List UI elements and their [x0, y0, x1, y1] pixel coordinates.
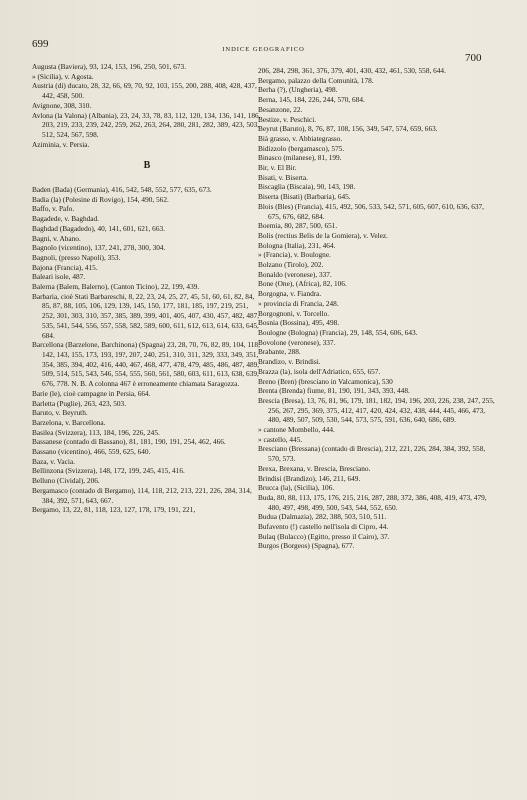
section-letter: B: [143, 160, 151, 172]
index-entry: Baffo, v. Pafo.: [32, 204, 75, 214]
index-entry: Bassanese (contado di Bassano), 81, 181, 190, 191, 254, 462, 466.: [32, 437, 226, 447]
index-entry: Barbaria, cioè Stati Barbareschi, 8, 22, 23, 24, 25, 27, 45, 51, 60, 61, 82, 84, 85, 87, 88, 105, 106, 129, 139, 145, 150, 177, 181, 185, 197, 219, 251, 252, 301, 303, 310, 357, 385, 389, 399, 401, 405, 407, 430, 457, 482, 487, 535, 541, 544, 556, 557, 558, 582, 589, 600, 611, 612, 613, 614, 633, 645, 684.: [32, 291, 260, 340]
index-entry: Bone (One), (Africa), 82, 106.: [258, 279, 347, 289]
index-entry: Avignone, 308, 310.: [32, 100, 92, 110]
index-entry: Brandizo, v. Brindisi.: [258, 357, 321, 367]
index-entry: Bologna (Italia), 231, 464.: [258, 240, 336, 250]
index-entry: Barie (le), cioè campagne in Persia, 664.: [32, 388, 151, 398]
index-entry: Berna, 145, 184, 226, 244, 570, 684.: [258, 95, 365, 105]
index-entry: Brazza (la), isola dell'Adriatico, 655, 657.: [258, 366, 381, 376]
index-entry: Burgos (Borgeos) (Spagna), 677.: [258, 541, 355, 551]
index-entry: Budua (Dalmazia), 282, 388, 503, 510, 511.: [258, 512, 387, 522]
index-entry: Brabante, 288.: [258, 347, 301, 357]
index-entry: Bagnoli, (presso Napoli), 353.: [32, 252, 121, 262]
index-entry: Baza, v. Vacia.: [32, 456, 75, 466]
index-entry: Baleari isole, 487.: [32, 272, 86, 282]
index-entry: » castello, 445.: [258, 434, 303, 444]
index-entry: Biserta (Bisati) (Barbaria), 645.: [258, 192, 351, 202]
index-entry: Bresciano (Bressana) (contado di Brescia), 212, 221, 226, 284, 384, 392, 558, 570, 573.: [258, 444, 486, 464]
index-entry: Beyrut (Baruto), 8, 76, 87, 108, 156, 349, 547, 574, 659, 663.: [258, 124, 438, 134]
index-entry: Bolis (rectius Belis de la Gomiera), v. Velez.: [258, 230, 388, 240]
index-entry: Baghdad (Bagadedo), 40, 141, 601, 621, 663.: [32, 223, 165, 233]
index-entry: Bisati, v. Biserta.: [258, 172, 308, 182]
index-entry: 206, 284, 298, 361, 376, 379, 401, 430, 432, 461, 530, 558, 644.: [258, 66, 446, 75]
index-entry: Brenta (Brenda) fiume, 81, 190, 191, 343, 393, 448.: [258, 386, 410, 396]
index-entry: Bolzano (Tirolo), 202.: [258, 260, 324, 270]
index-entry: Baden (Bada) (Germania), 416, 542, 548, 552, 577, 635, 673.: [32, 185, 212, 195]
right-page-number: 700: [465, 52, 482, 64]
index-entry: Bellinzona (Svizzera), 148, 172, 199, 245, 415, 416.: [32, 466, 185, 476]
index-column-right: [258, 66, 496, 551]
index-entry: Barzelona, v. Barcellona.: [32, 417, 106, 427]
index-entry: Baruto, v. Beyruth.: [32, 408, 88, 418]
page-header: [0, 38, 527, 62]
index-entry: Augusta (Baviera), 93, 124, 153, 196, 250, 501, 673.: [32, 62, 187, 71]
index-entry: Bonaldo (veronese), 337.: [258, 269, 332, 279]
index-entry: Aziminia, v. Persia.: [32, 139, 90, 149]
index-entry: Berha (?), (Ungheria), 498.: [258, 85, 338, 95]
index-entry: Bagnolo (vicentino), 137, 241, 278, 300, 304.: [32, 243, 166, 253]
index-entry: Basilea (Svizzera), 113, 184, 196, 226, 245.: [32, 427, 160, 437]
index-entry: Barletta (Puglie), 263, 423, 503.: [32, 398, 127, 408]
index-entry: Bir, v. El Bir.: [258, 163, 297, 173]
index-entry: Bagadede, v. Baghdad.: [32, 214, 100, 224]
index-entry: Borgogna, v. Fiandra.: [258, 289, 322, 299]
index-entry: Badia (la) (Polesine di Rovigo), 154, 490, 562.: [32, 194, 169, 204]
index-entry: Bufavento (!) castello nell'isola di Cipro, 44.: [258, 522, 389, 532]
index-entry: Boulogne (Bologna) (Francia), 29, 148, 554, 606, 643.: [258, 327, 418, 337]
index-entry: Breno (Bren) (bresciano in Valcamonica), 530: [258, 376, 393, 386]
index-entry: Brexa, Brexana, v. Brescia, Bresciano.: [258, 463, 371, 473]
index-entry: Bajona (Francia), 415.: [32, 262, 98, 272]
index-entry: Bovolone (veronese), 337.: [258, 337, 336, 347]
index-entry: Bergamo, 13, 22, 81, 118, 123, 127, 178, 179, 191, 221,: [32, 505, 196, 515]
running-title: INDICE GEOGRAFICO: [222, 46, 305, 53]
index-entry: » (Francia), v. Boulogne.: [258, 250, 331, 260]
index-entry: Borgognoni, v. Torcello.: [258, 308, 330, 318]
index-column-left: [32, 62, 262, 515]
index-entry: Buda, 80, 88, 113, 175, 176, 215, 216, 287, 288, 372, 386, 408, 419, 473, 479, 480, 497, 498, 499, 500, 543, 544, 552, 650.: [258, 492, 487, 512]
index-entry: Brescia (Bresa), 13, 76, 81, 96, 179, 181, 182, 194, 196, 203, 226, 238, 247, 255, 256, 267, 295, 369, 375, 412, 417, 420, 424, 432, 438, 444, 445, 466, 473, 480, 489, 507, 509, 530, 544, 573, 575, 591, 636, 640, 686, 689.: [258, 395, 495, 425]
index-entry: Brucca (la), (Sicilia), 106.: [258, 483, 335, 493]
index-entry: Besanzone, 22.: [258, 104, 303, 114]
index-entry: Brindisi (Brandizo), 146, 211, 649.: [258, 473, 361, 483]
index-entry: Biscaglia (Biscaia), 90, 143, 198.: [258, 182, 356, 192]
index-entry: Bià grasso, v. Abbiategrasso.: [258, 133, 343, 143]
index-entry: Boemia, 80, 287, 500, 651.: [258, 221, 338, 231]
index-entry: Bergamasco (contado di Bergamo), 114, 118, 212, 213, 221, 226, 284, 314, 384, 392, 571, 643, 667.: [32, 485, 252, 505]
index-entry: Austria (di) ducato, 28, 32, 66, 69, 70, 92, 103, 155, 200, 288, 408, 428, 437, 442, 458, 500.: [32, 81, 257, 101]
index-entry: Balerna (Balem, Balerno), (Canton Ticino), 22, 199, 439.: [32, 282, 200, 292]
index-entry: » provincia di Francia, 248.: [258, 298, 339, 308]
index-entry: Barcellona (Barzelone, Barchinona) (Spagna) 23, 28, 70, 76, 82, 89, 104, 118, 142, 143, 155, 173, 193, 19?, 207, 240, 251, 310, 311, 329, 333, 349, 351, 354, 385, 394, 402, 416, 440, 467, 468, 477, 478, 479, 485, 486, 487, 489, 509, 514, 515, 543, 546, 554, 555, 560, 561, 580, 603, 611, 613, 638, 639, 676, 778. N. B. A colonna 467 è erroneamente chiamata Saragozza.: [32, 340, 260, 389]
index-entry: Bosnia (Bossina), 495, 498.: [258, 318, 340, 328]
index-entry: Avlona (la Valona) (Albania), 23, 24, 33, 78, 83, 112, 120, 134, 136, 141, 186, 203, 219, 233, 239, 242, 259, 262, 263, 264, 280, 281, 282, 389, 423, 503, 512, 524, 567, 598.: [32, 110, 261, 139]
index-entry: » (Sicilia), v. Agosta.: [32, 71, 94, 81]
index-entry: Blois (Bles) (Francia), 415, 492, 506, 533, 542, 571, 605, 607, 610, 636, 637, 675, 676, 682, 684.: [258, 201, 484, 221]
index-entry: Bergamo, palazzo della Comunità, 178.: [258, 75, 374, 85]
index-entry: Binasco (milanese), 81, 199.: [258, 153, 342, 163]
index-entry: Bestize, v. Peschici.: [258, 114, 317, 124]
index-entry: Bagni, v. Abano.: [32, 233, 81, 243]
index-entry: Bassano (vicentino), 466, 559, 625, 640.: [32, 447, 151, 457]
index-entry: Bidizzolo (bergamasco), 575.: [258, 143, 345, 153]
index-entry: Bulaq (Bulacco) (Egitto, presso il Cairo), 37.: [258, 531, 390, 541]
index-entry: Belluno (Cividal), 206.: [32, 476, 100, 486]
left-page-number: 699: [32, 38, 49, 50]
index-entry: » cantone Mombello, 444.: [258, 425, 335, 435]
